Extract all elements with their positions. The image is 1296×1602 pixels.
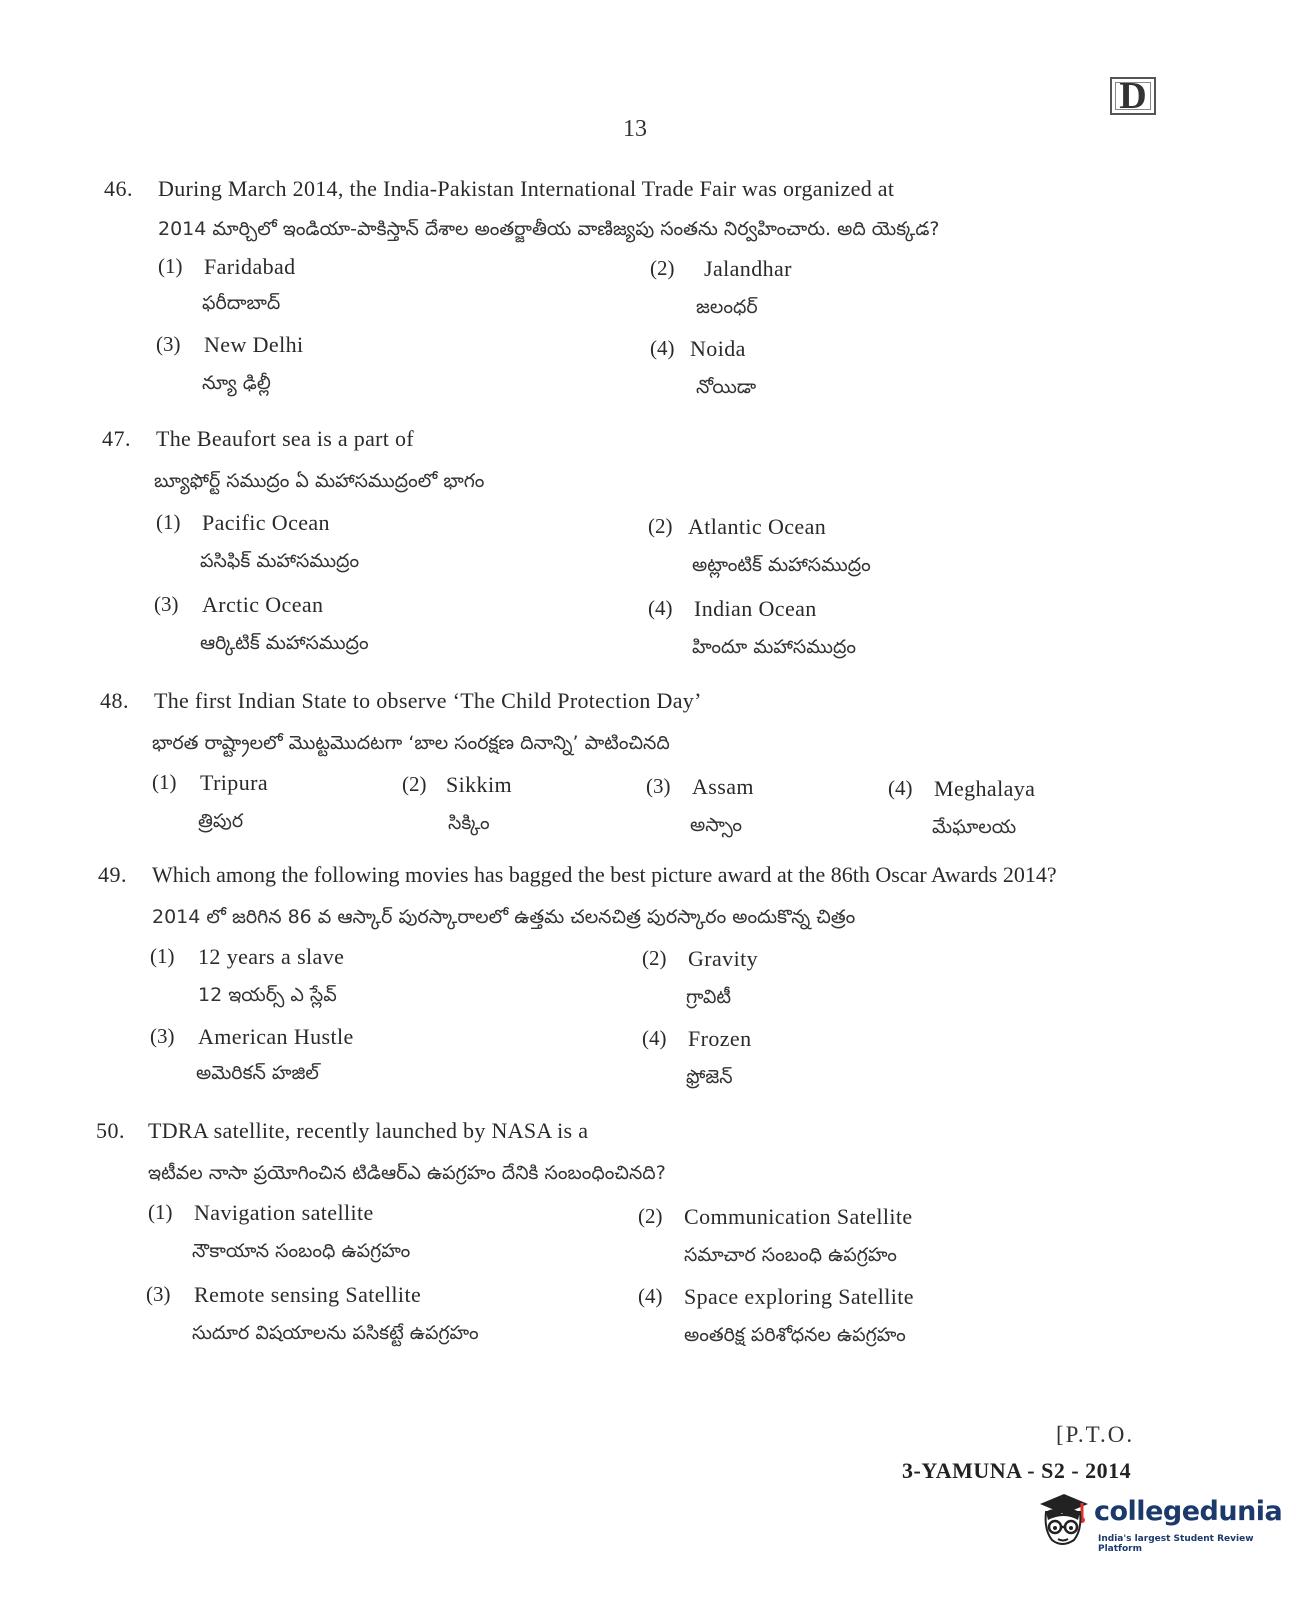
option-text-te: అస్సాం <box>690 814 743 836</box>
option-text-en: Pacific Ocean <box>202 510 330 535</box>
option-text-en: Jalandhar <box>704 256 792 281</box>
option-text-en: Navigation satellite <box>194 1200 374 1225</box>
question-text-en: Which among the following movies has bagged the best picture award at the 86th Oscar Awards 2014? <box>152 862 1057 887</box>
option-text-te: అమెరికన్ హజిల్ <box>196 1062 319 1084</box>
page-number: 13 <box>623 116 647 142</box>
question-text-te: భారత రాష్ట్రాలలో మొట్టమొదటగా ‘బాల సంరక్షణ దినాన్ని’ పాటించినది <box>152 732 670 754</box>
option-text-en: 12 years a slave <box>198 944 345 969</box>
option-text-en: Meghalaya <box>934 776 1036 801</box>
option-number: (1) <box>150 944 175 968</box>
option-text-te: గ్రావిటీ <box>686 986 732 1008</box>
option-text-te: ఫ్రోజెన్ <box>686 1066 733 1088</box>
question-number: 46. <box>104 176 133 201</box>
option-number: (4) <box>650 336 675 360</box>
option-number: (1) <box>152 770 177 794</box>
option-number: (4) <box>638 1284 663 1308</box>
option-text-te: మేఘాలయ <box>932 816 1017 838</box>
option-text-te: పసిఫిక్ మహాసముద్రం <box>200 550 360 572</box>
option-text-en: Sikkim <box>446 772 512 797</box>
question-text-te: బ్యూఫోర్ట్ సముద్రం ఏ మహాసముద్రంలో భాగం <box>154 470 485 492</box>
option-number: (3) <box>146 1282 171 1306</box>
question-text-en: During March 2014, the India-Pakistan International Trade Fair was organized at <box>158 176 895 201</box>
option-text-te: నౌకాయాన సంబంధి ఉపగ్రహం <box>192 1240 411 1262</box>
option-number: (2) <box>642 946 667 970</box>
option-number: (4) <box>888 776 913 800</box>
option-text-en: Indian Ocean <box>694 596 817 621</box>
option-text-te: ఆర్కిటిక్ మహాసముద్రం <box>200 632 369 654</box>
question-number: 50. <box>96 1118 125 1143</box>
question-text-en: TDRA satellite, recently launched by NASA is a <box>148 1118 589 1143</box>
option-number: (4) <box>648 596 673 620</box>
option-text-en: Arctic Ocean <box>202 592 324 617</box>
collegedunia-watermark <box>1034 1490 1283 1560</box>
option-number: (1) <box>148 1200 173 1224</box>
option-text-te: త్రిపుర <box>198 810 244 832</box>
question-text-te: ఇటీవల నాసా ప్రయోగించిన టిడిఆర్ఎ ఉపగ్రహం దేనికి సంబంధించినది? <box>148 1162 666 1184</box>
option-number: (2) <box>402 772 427 796</box>
question-text-te: 2014 మార్చిలో ఇండియా-పాకిస్తాన్ దేశాల అంతర్జాతీయ వాణిజ్యపు సంతను నిర్వహించారు. అది యెక్కడ? <box>158 218 940 240</box>
option-number: (3) <box>154 592 179 616</box>
option-text-en: Tripura <box>200 770 268 795</box>
option-text-te: ఫరీదాబాద్ <box>202 292 281 314</box>
option-number: (4) <box>642 1026 667 1050</box>
paper-code: 3-YAMUNA - S2 - 2014 <box>902 1458 1132 1483</box>
option-number: (1) <box>156 510 181 534</box>
option-text-te: న్యూ ఢిల్లీ <box>202 372 271 394</box>
option-text-en: Atlantic Ocean <box>688 514 827 539</box>
option-number: (3) <box>156 332 181 356</box>
option-number: (1) <box>158 254 183 278</box>
question-text-te: 2014 లో జరిగిన 86 వ ఆస్కార్ పురస్కారాలలో ఉత్తమ చలనచిత్ర పురస్కారం అందుకొన్న చిత్రం <box>152 906 856 928</box>
question-set-code: D <box>1110 77 1156 115</box>
question-number: 47. <box>102 426 131 451</box>
question-number: 48. <box>100 688 129 713</box>
option-text-te: నోయిడా <box>696 376 757 398</box>
option-number: (2) <box>648 514 673 538</box>
option-text-en: Noida <box>690 336 746 361</box>
option-number: (3) <box>646 774 671 798</box>
option-text-te: సుదూర విషయాలను పసికట్టే ఉపగ్రహం <box>192 1322 479 1344</box>
option-text-en: Space exploring Satellite <box>684 1284 914 1309</box>
option-text-te: 12 ఇయర్స్ ఎ స్లేవ్ <box>198 984 337 1006</box>
option-number: (3) <box>150 1024 175 1048</box>
option-text-te: సిక్కిం <box>448 812 490 834</box>
brand-tagline: India's largest Student Review Platform <box>1098 1534 1254 1554</box>
option-text-en: New Delhi <box>204 332 304 357</box>
option-text-en: Frozen <box>688 1026 752 1051</box>
option-number: (2) <box>650 256 675 280</box>
option-number: (2) <box>638 1204 663 1228</box>
please-turn-over: [P.T.O. <box>1056 1422 1135 1447</box>
option-text-en: Assam <box>692 774 754 799</box>
graduate-mascot-icon <box>1034 1490 1090 1552</box>
option-text-te: జలంధర్ <box>696 296 758 318</box>
option-text-en: Communication Satellite <box>684 1204 913 1229</box>
question-number: 49. <box>98 862 127 887</box>
brand-name: collegedunia <box>1094 1496 1283 1527</box>
option-text-te: హిందూ మహాసముద్రం <box>692 636 856 658</box>
option-text-en: American Hustle <box>198 1024 354 1049</box>
option-text-te: అంతరిక్ష పరిశోధనల ఉపగ్రహం <box>684 1324 906 1346</box>
question-text-en: The Beaufort sea is a part of <box>156 426 414 451</box>
option-text-te: అట్లాంటిక్ మహాసముద్రం <box>692 554 871 576</box>
option-text-en: Remote sensing Satellite <box>194 1282 422 1307</box>
option-text-en: Faridabad <box>204 254 296 279</box>
option-text-te: సమాచార సంబంధి ఉపగ్రహం <box>684 1244 897 1266</box>
option-text-en: Gravity <box>688 946 759 971</box>
question-text-en: The first Indian State to observe ‘The Child Protection Day’ <box>154 688 702 713</box>
